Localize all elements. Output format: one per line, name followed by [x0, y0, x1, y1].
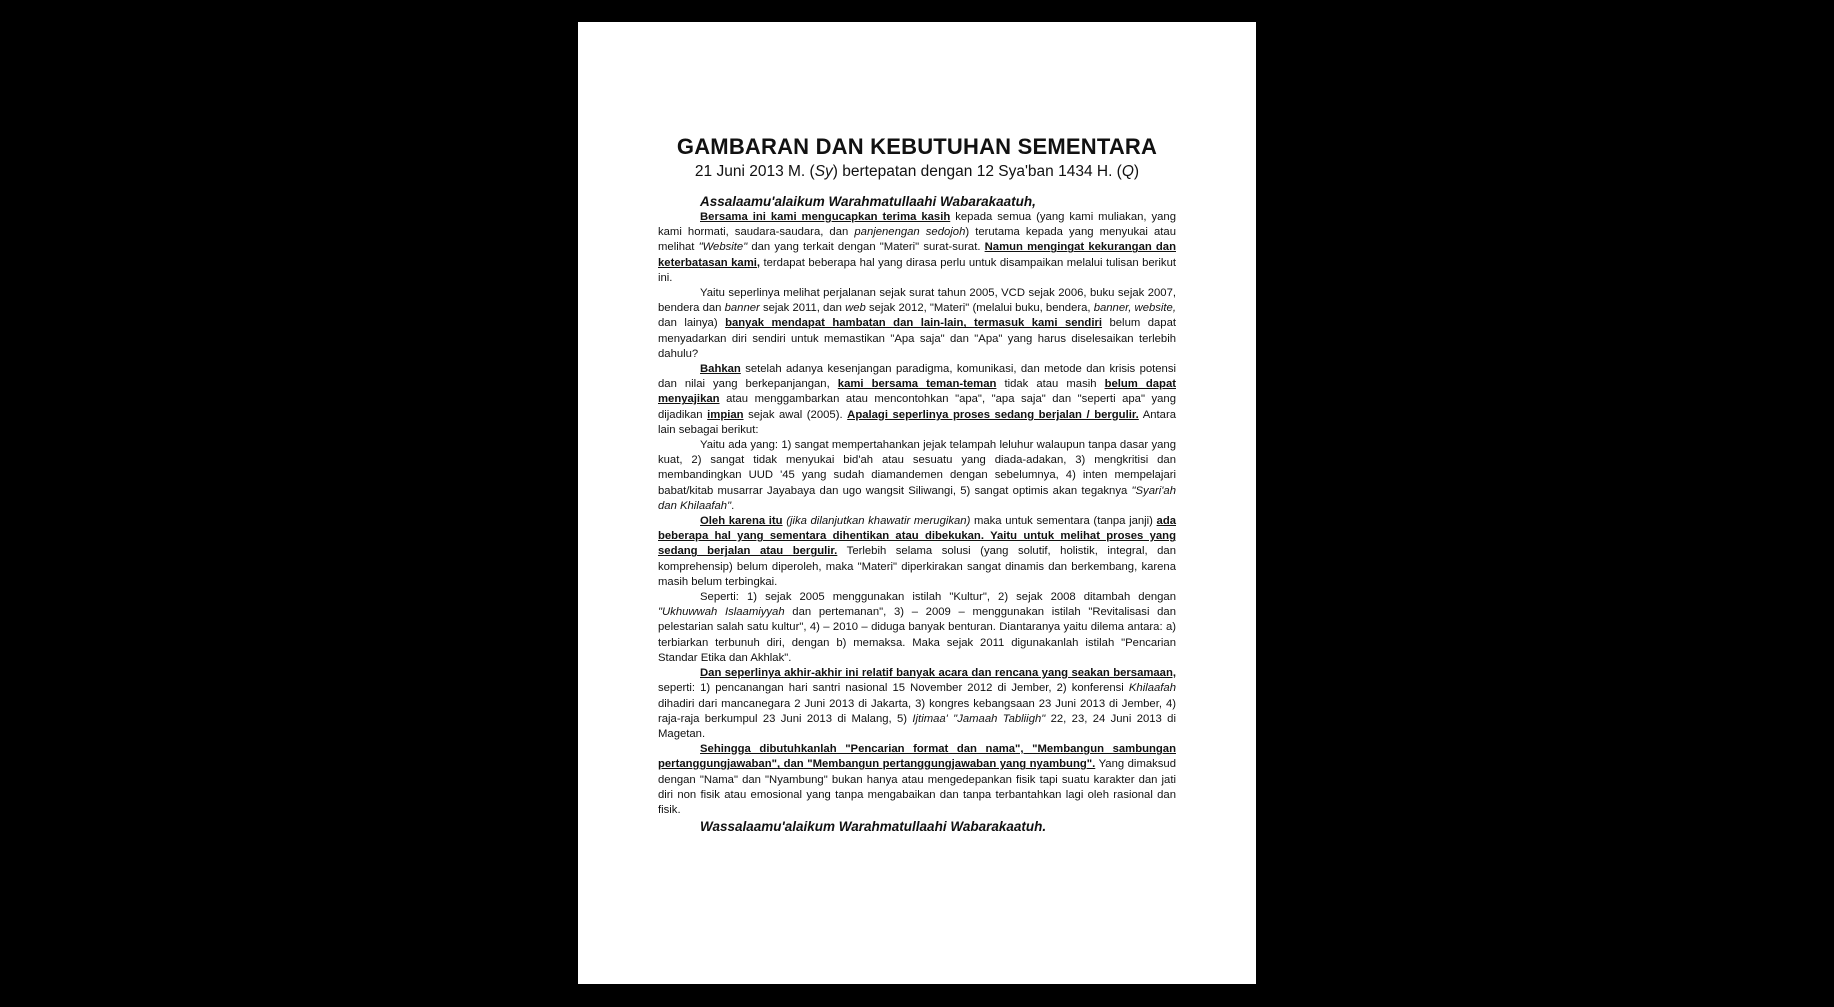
closing-greeting: Wassalaamu'alaikum Warahmatullaahi Wabarakaatuh.	[700, 819, 1047, 835]
page-content	[658, 134, 1176, 835]
paragraph-4: Yaitu ada yang: 1) sangat mempertahankan jejak telampah leluhur walaupun tanpa dasar yang kuat, 2) sangat tidak menyukai bid'ah atau sesuatu yang diada-adakan, 3) mengkritisi dan membandingkan UUD '45 yang sudah diamandemen dengan sebelumnya, 4) inten mempelajari babat/kitab musarrar Jayabaya dan ugo wangsit Siliwangi, 5) sangat optimis akan tegaknya "Syari'ah dan Khilaafah".	[658, 439, 1176, 512]
subtitle-date: 21 Juni 2013 M. (	[694, 163, 815, 180]
document-page	[578, 22, 1256, 984]
paragraph-5: Oleh karena itu (jika dilanjutkan khawatir merugikan) maka untuk sementara (tanpa janji) ada beberapa hal yang sementara dihentikan atau dibekukan. Yaitu untuk melihat proses yang sedang berjalan atau bergulir. Terlebih selama solusi (yang solutif, holistik, integral, dan komprehensip) belum diperoleh, maka "Materi" diperkirakan sangat dinamis dan berkembang, karena masih belum terbingkai.	[658, 515, 1177, 588]
document-title: GAMBARAN DAN KEBUTUHAN SEMENTARA	[676, 134, 1158, 159]
paragraph-6: Seperti: 1) sejak 2005 menggunakan istilah "Kultur", 2) sejak 2008 ditambah dengan "Ukhuwwah Islaamiyyah dan pertemanan", 3) – 2009 – menggunakan istilah "Revitalisasi dan pelestarian salah satu kultur", 4) – 2010 – diduga banyak benturan. Diantaranya yaitu dilema antara: a) terbiarkan terbunuh diri, dengan b) memaksa. Maka sejak 2011 digunakanlah istilah "Pencarian Standar Etika dan Akhlak".	[658, 591, 1176, 664]
paragraph-3: Bahkan setelah adanya kesenjangan paradigma, komunikasi, dan metode dan krisis potensi dan nilai yang berkepanjangan, kami bersama teman-teman tidak atau masih belum dapat menyajikan atau menggambarkan atau mencontohkan "apa", "apa saja" dan "seperti apa" yang dijadikan impian sejak awal (2005). Apalagi seperlinya proses sedang berjalan / bergulir. Antara lain sebagai berikut:	[658, 363, 1176, 436]
subtitle-q: Q	[1121, 163, 1134, 180]
paragraph-8: Sehingga dibutuhkanlah "Pencarian format dan nama", "Membangun sambungan pertanggungjawaban", dan "Membangun pertanggungjawaban yang nyambung". Yang dimaksud dengan "Nama" dan "Nyambung" bukan hanya atau mengedepankan fisik tapi suatu karakter dan jati diri non fisik atau emosional yang tanpa mengabaikan dan tanpa terbantahkan lagi oleh rasional dan fisik.	[658, 743, 1176, 816]
document-subtitle	[658, 163, 1176, 181]
greeting: Assalaamu'alaikum Warahmatullaahi Wabarakaatuh,	[700, 194, 1036, 209]
subtitle-sy: Sy	[814, 163, 833, 180]
subtitle-hijri: ) bertepatan dengan 12 Sya'ban 1434 H. (	[832, 163, 1122, 180]
paragraph-7: Dan seperlinya akhir-akhir ini relatif banyak acara dan rencana yang seakan bersamaan, seperti: 1) pencanangan hari santri nasional 15 November 2012 di Jember, 2) konferensi Khilaafah dihadiri dari mancanegara 2 Juni 2013 di Jakarta, 3) kongres kebangsaan 23 Juni 2013 di Jember, 4) raja-raja berkumpul 23 Juni 2013 di Malang, 5) Ijtimaa' "Jamaah Tabliigh" 22, 23, 24 Juni 2013 di Magetan.	[658, 667, 1176, 740]
paragraph-1: Bersama ini kami mengucapkan terima kasih kepada semua (yang kami muliakan, yang kami hormati, saudara-saudara, dan panjenengan sedojoh) terutama kepada yang menyukai atau melihat "Website" dan yang terkait dengan "Materi" surat-surat. Namun mengingat kekurangan dan keterbatasan kami, terdapat beberapa hal yang dirasa perlu untuk disampaikan melalui tulisan berikut ini.	[658, 211, 1177, 284]
subtitle-close: )	[1133, 163, 1140, 180]
paragraph-2: Yaitu seperlinya melihat perjalanan sejak surat tahun 2005, VCD sejak 2006, buku sejak 2007, bendera dan banner sejak 2011, dan web sejak 2012, "Materi" (melalui buku, bendera, banner, website, dan lainya) banyak mendapat hambatan dan lain-lain, termasuk kami sendiri belum dapat menyadarkan diri sendiri untuk memastikan "Apa saja" dan "Apa" yang harus diselesaikan terlebih dahulu?	[658, 287, 1177, 360]
